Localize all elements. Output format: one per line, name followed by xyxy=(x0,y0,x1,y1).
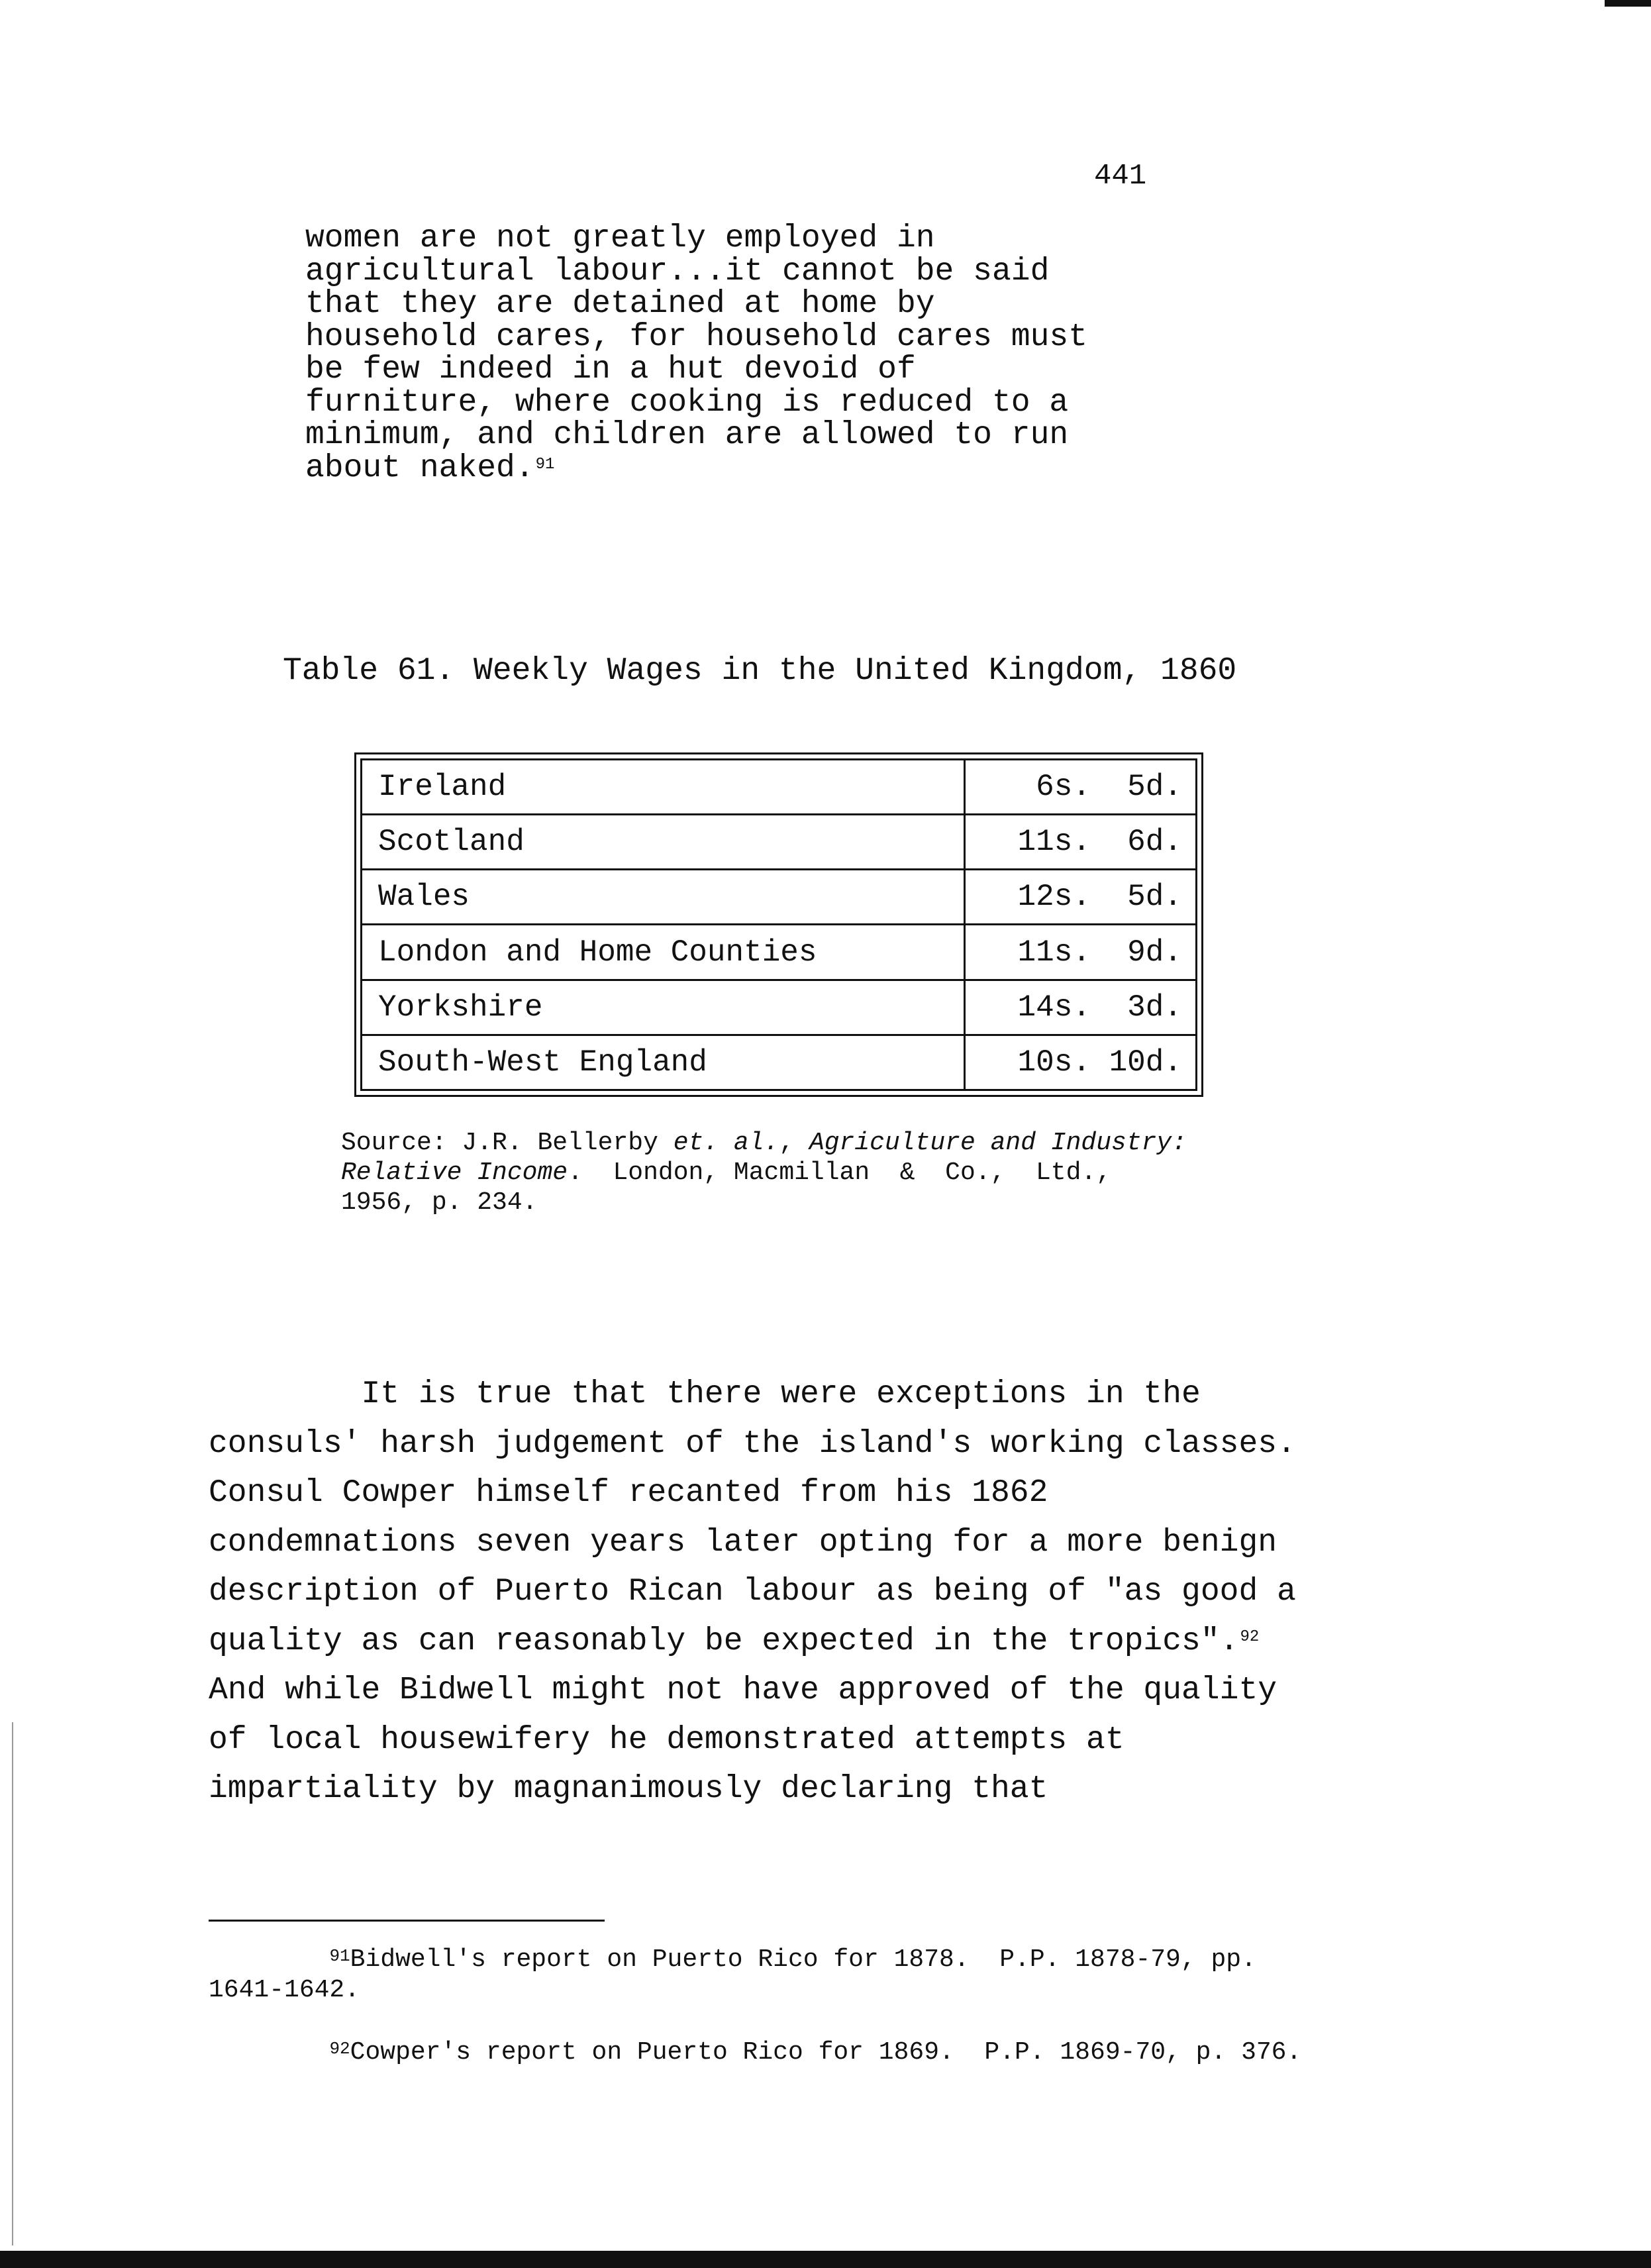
body-line: Consul Cowper himself recanted from his 1862 xyxy=(209,1475,1048,1511)
source-et-al: et. al. xyxy=(673,1129,779,1157)
body-paragraph xyxy=(209,1370,1401,1814)
table-row xyxy=(362,1035,1197,1090)
footnote-ref-92[interactable]: 92 xyxy=(1240,1627,1260,1646)
wage-cell: 10s. 10d. xyxy=(965,1035,1197,1090)
source-comma: , xyxy=(779,1129,809,1157)
footnote-ref-91[interactable]: 91 xyxy=(535,455,555,474)
scan-bottom-edge xyxy=(0,2251,1651,2268)
region-cell: Scotland xyxy=(362,815,965,870)
source-title-1: Agriculture and Industry: xyxy=(809,1129,1187,1157)
source-line-2 xyxy=(341,1158,1321,1188)
footnotes xyxy=(209,1945,1401,2068)
region-cell: South-West England xyxy=(362,1035,965,1090)
wage-cell: 14s. 3d. xyxy=(965,980,1197,1035)
footnote-91 xyxy=(209,1945,1401,1975)
body-line: impartiality by magnanimously declaring that xyxy=(209,1771,1048,1807)
footnote-92 xyxy=(209,2037,1401,2068)
quote-line: that they are detained at home by xyxy=(305,286,935,322)
block-quote xyxy=(305,223,1199,485)
footnote-text: Cowper's report on Puerto Rico for 1869. P.P. 1869-70, p. 376. xyxy=(350,2038,1302,2067)
body-line: condemnations seven years later opting for a more benign xyxy=(209,1524,1277,1561)
region-cell: Ireland xyxy=(362,760,965,815)
wage-cell: 6s. 5d. xyxy=(965,760,1197,815)
footnote-divider xyxy=(209,1920,605,1922)
quote-line-last xyxy=(305,452,1199,486)
body-line-text: quality as can reasonably be expected in the tropics". xyxy=(209,1623,1239,1659)
footnote-91-continued: 1641-1642. xyxy=(209,1976,360,2004)
wage-cell: 11s. 6d. xyxy=(965,815,1197,870)
table-row xyxy=(362,815,1197,870)
corner-scan-mark xyxy=(1605,0,1651,7)
body-line: consuls' harsh judgement of the island's working classes. xyxy=(209,1425,1296,1462)
region-cell: London and Home Counties xyxy=(362,925,965,980)
table-row xyxy=(362,925,1197,980)
quote-line: minimum, and children are allowed to run xyxy=(305,417,1069,453)
scan-edge-line xyxy=(12,1722,13,2245)
page-number: 441 xyxy=(1094,160,1147,193)
quote-line: household cares, for household cares must xyxy=(305,319,1087,355)
source-publisher: . London, Macmillan & Co., Ltd., xyxy=(568,1159,1111,1187)
body-line: of local housewifery he demonstrated attempts at xyxy=(209,1722,1125,1758)
body-line: And while Bidwell might not have approved of the quality xyxy=(209,1673,1277,1708)
source-line-1 xyxy=(341,1128,1321,1158)
source-prefix: Source: J.R. Bellerby xyxy=(341,1129,674,1157)
region-cell: Yorkshire xyxy=(362,980,965,1035)
quote-line: women are not greatly employed in xyxy=(305,221,935,256)
wage-table-grid xyxy=(360,758,1197,1091)
wage-cell: 11s. 9d. xyxy=(965,925,1197,980)
body-line-with-ref xyxy=(209,1617,1401,1667)
wage-table xyxy=(354,752,1203,1097)
quote-line-text: about naked. xyxy=(305,450,534,486)
table-row xyxy=(362,870,1197,925)
wage-cell: 12s. 5d. xyxy=(965,870,1197,925)
source-title-2: Relative Income xyxy=(341,1159,568,1187)
body-line: It is true that there were exceptions in the xyxy=(209,1376,1201,1412)
footnote-number: 92 xyxy=(329,2039,350,2059)
quote-line: furniture, where cooking is reduced to a xyxy=(305,384,1069,421)
table-row xyxy=(362,760,1197,815)
quote-line: agricultural labour...it cannot be said xyxy=(305,253,1050,289)
table-row xyxy=(362,980,1197,1035)
footnote-number: 91 xyxy=(329,1946,350,1966)
body-line: description of Puerto Rican labour as being of "as good a xyxy=(209,1574,1296,1610)
region-cell: Wales xyxy=(362,870,965,925)
footnote-text: Bidwell's report on Puerto Rico for 1878. P.P. 1878-79, pp. xyxy=(350,1945,1256,1974)
table-caption: Table 61. Weekly Wages in the United Kingdom, 1860 xyxy=(283,653,1237,689)
source-line-3: 1956, p. 234. xyxy=(341,1188,538,1217)
quote-line: be few indeed in a hut devoid of xyxy=(305,352,916,387)
table-source xyxy=(341,1128,1321,1217)
